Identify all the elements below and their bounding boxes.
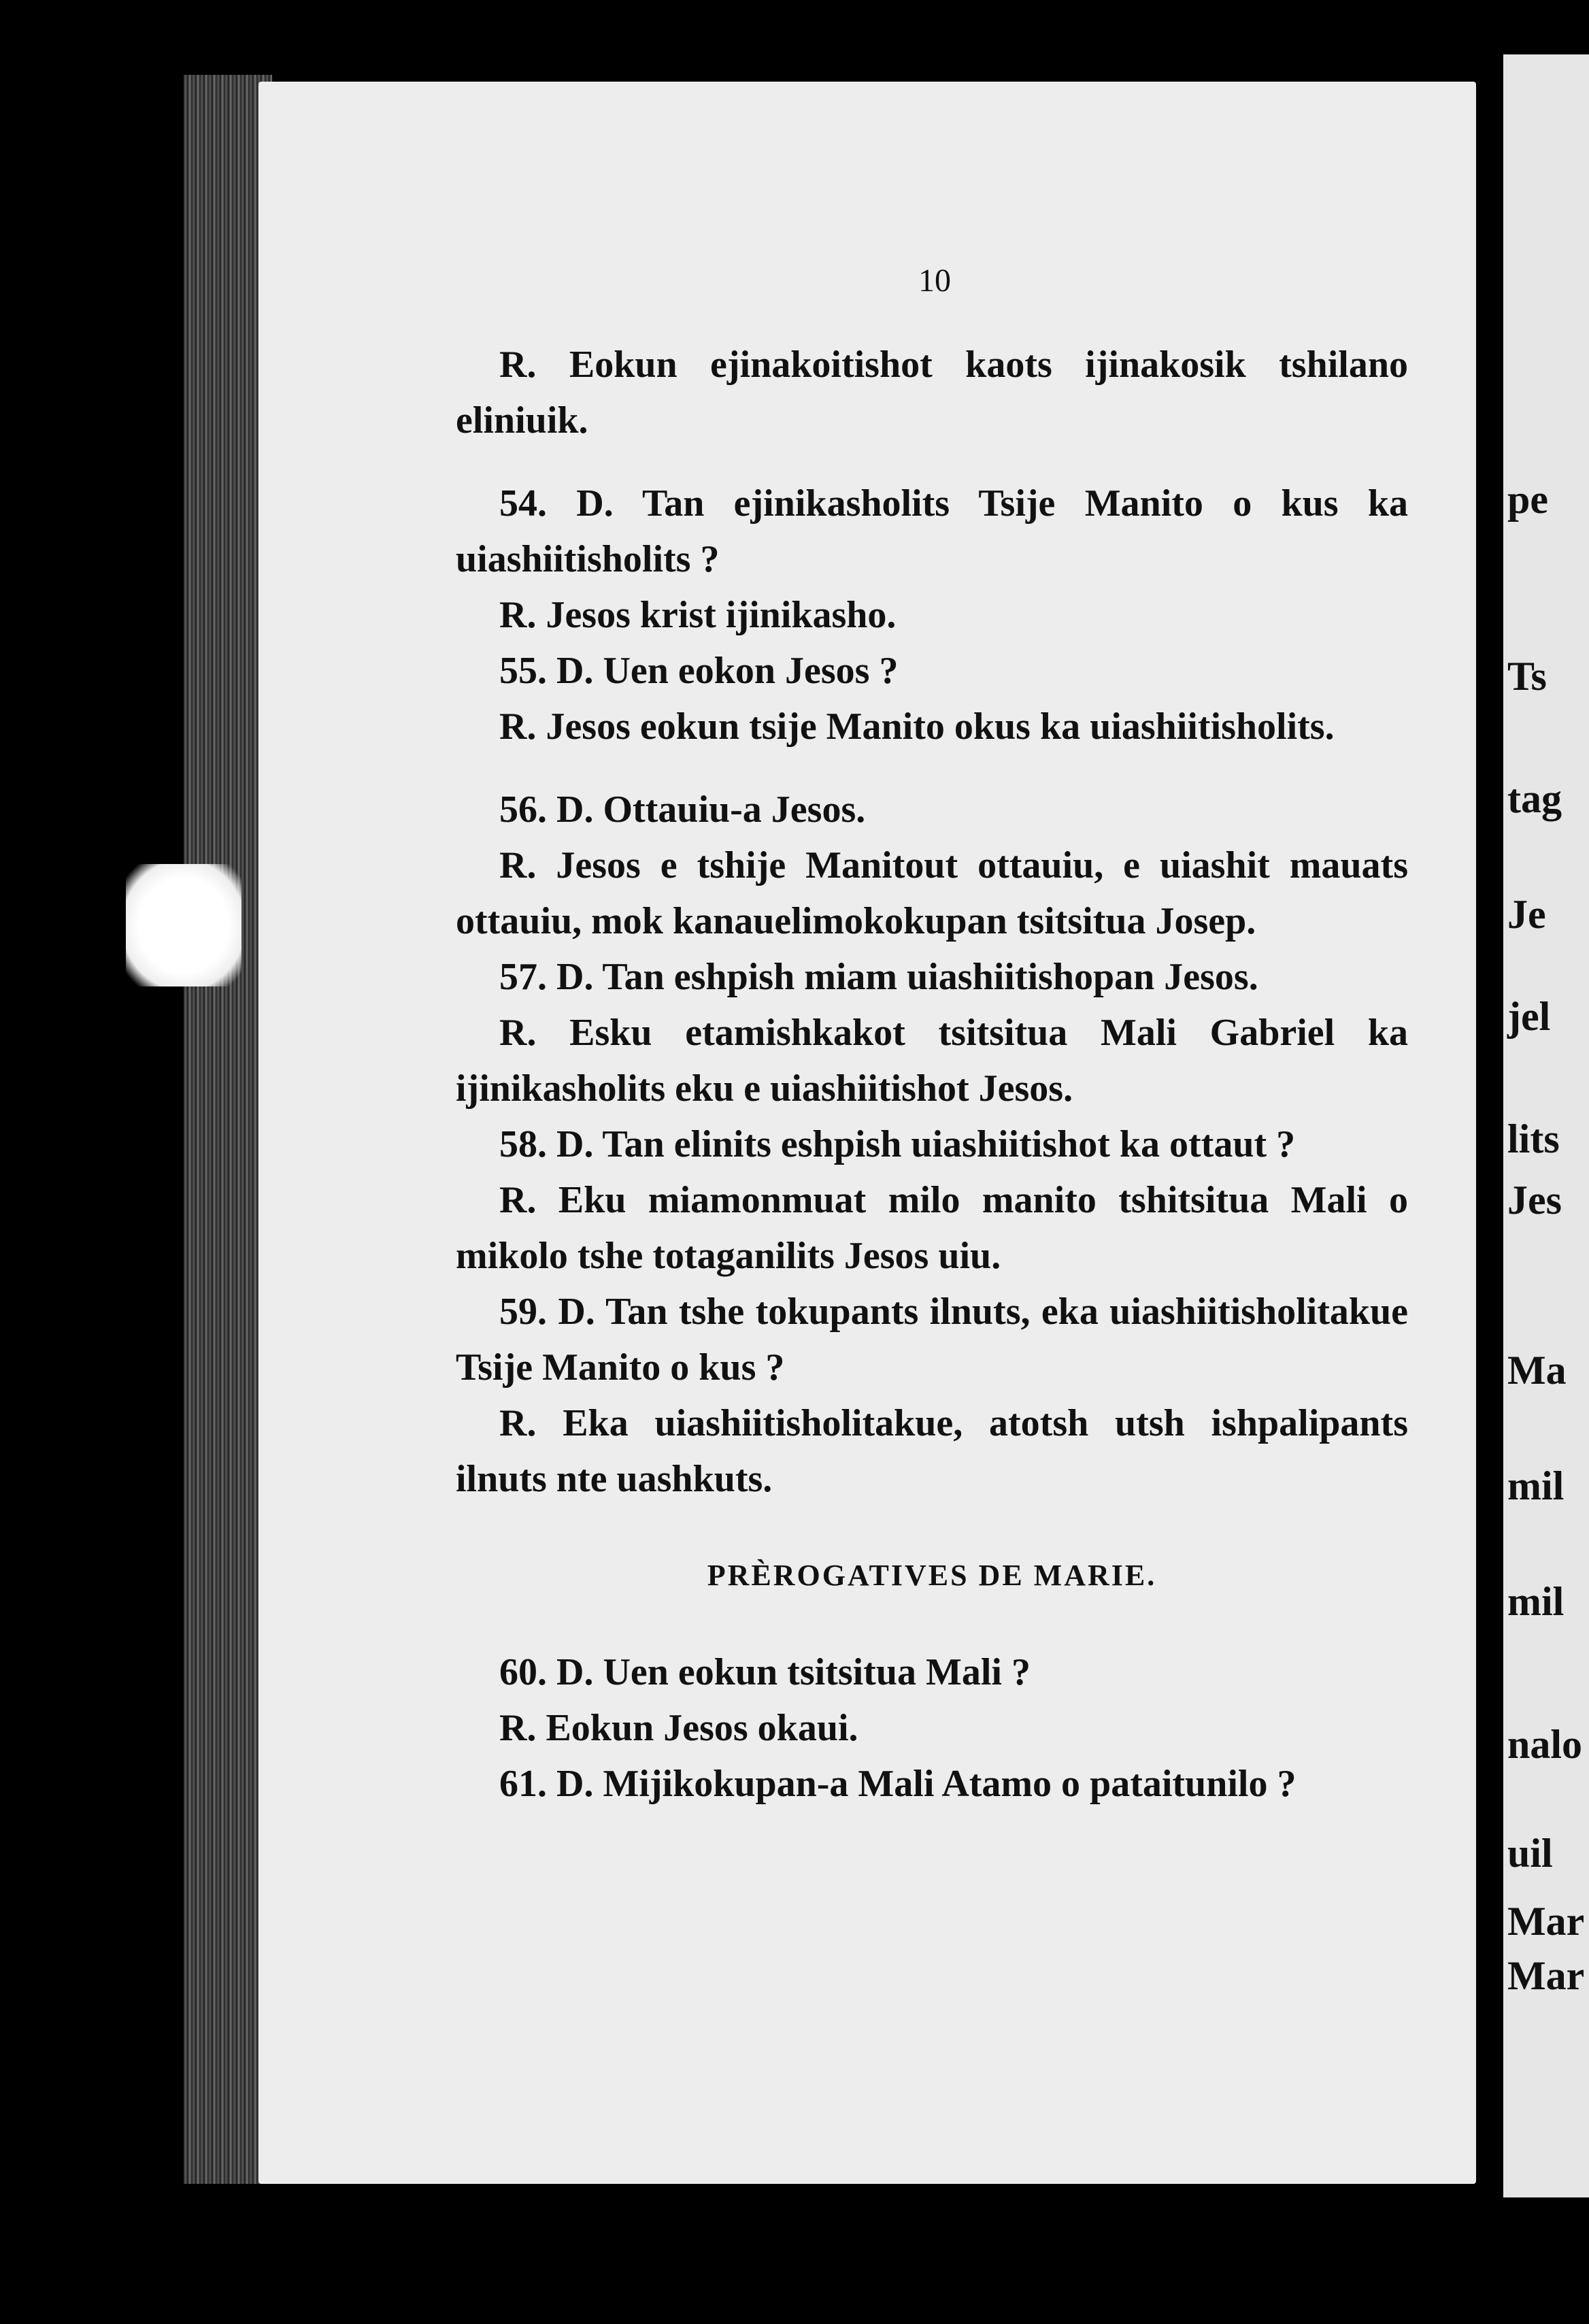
facing-page-fragment: Ts bbox=[1507, 654, 1547, 699]
paragraph: 56. D. Ottauiu-a Jesos. bbox=[499, 788, 866, 831]
paragraph: 57. D. Tan eshpish miam uiashiitishopan Jesos. bbox=[499, 956, 1258, 998]
facing-page-fragment: mil bbox=[1507, 1579, 1565, 1624]
facing-page-fragment: mil bbox=[1507, 1463, 1565, 1508]
facing-page-fragment: Mar bbox=[1507, 1899, 1585, 1944]
paragraph: R. Esku etamishkakot tsitsitua Mali Gabriel ka ijinikasholits eku e uiashiitishot Jesos. bbox=[456, 1012, 1408, 1110]
facing-page-fragment: Ma bbox=[1507, 1348, 1567, 1393]
paragraph: R. Jesos e tshije Manitout ottauiu, e uiashit mauats ottauiu, mok kanauelimokokupan tsitsitua Josep. bbox=[456, 844, 1408, 942]
paragraph: 60. D. Uen eokun tsitsitua Mali ? bbox=[499, 1651, 1031, 1693]
facing-page-fragment: Je bbox=[1507, 892, 1546, 937]
paragraph: R. Eokun Jesos okaui. bbox=[499, 1707, 858, 1749]
paragraph: R. Eokun ejinakoitishot kaots ijinakosik tshilano eliniuik. bbox=[456, 344, 1408, 442]
facing-page-fragment: pe bbox=[1507, 477, 1548, 522]
paragraph: 58. D. Tan elinits eshpish uiashiitishot ka ottaut ? bbox=[499, 1123, 1296, 1165]
paragraph: R. Eku miamonmuat milo manito tshitsitua Mali o mikolo tshe totaganilits Jesos uiu. bbox=[456, 1179, 1408, 1277]
paragraph: R. Jesos krist ijinikasho. bbox=[499, 594, 897, 636]
facing-page-fragment: Jes bbox=[1507, 1178, 1562, 1223]
paragraph: 54. D. Tan ejinikasholits Tsije Manito o kus ka uiashiitisholits ? bbox=[456, 482, 1408, 580]
facing-page-fragment: Mar bbox=[1507, 1953, 1585, 1998]
paragraph: 61. D. Mijikokupan-a Mali Atamo o pataitunilo ? bbox=[499, 1763, 1297, 1805]
facing-page-fragment: tag bbox=[1507, 776, 1562, 821]
section-heading: PRÈROGATIVES DE MARIE. bbox=[707, 1559, 1157, 1592]
paragraph: 59. D. Tan tshe tokupants ilnuts, eka uiashiitisholitakue Tsije Manito o kus ? bbox=[456, 1291, 1408, 1389]
paragraph: R. Jesos eokun tsije Manito okus ka uiashiitisholits. bbox=[499, 706, 1335, 748]
paper-smudge bbox=[126, 864, 241, 986]
page-text bbox=[456, 337, 1408, 1812]
facing-page-edge bbox=[1503, 54, 1589, 2197]
facing-page-fragment: nalo bbox=[1507, 1722, 1583, 1767]
page-number: 10 bbox=[918, 263, 951, 299]
facing-page-fragment: jel bbox=[1507, 994, 1551, 1039]
facing-page-fragment: lits bbox=[1507, 1116, 1560, 1161]
paragraph: R. Eka uiashiitisholitakue, atotsh utsh ishpalipants ilnuts nte uashkuts. bbox=[456, 1402, 1408, 1500]
facing-page-fragment: uil bbox=[1507, 1831, 1553, 1876]
paragraph: 55. D. Uen eokon Jesos ? bbox=[499, 650, 899, 692]
